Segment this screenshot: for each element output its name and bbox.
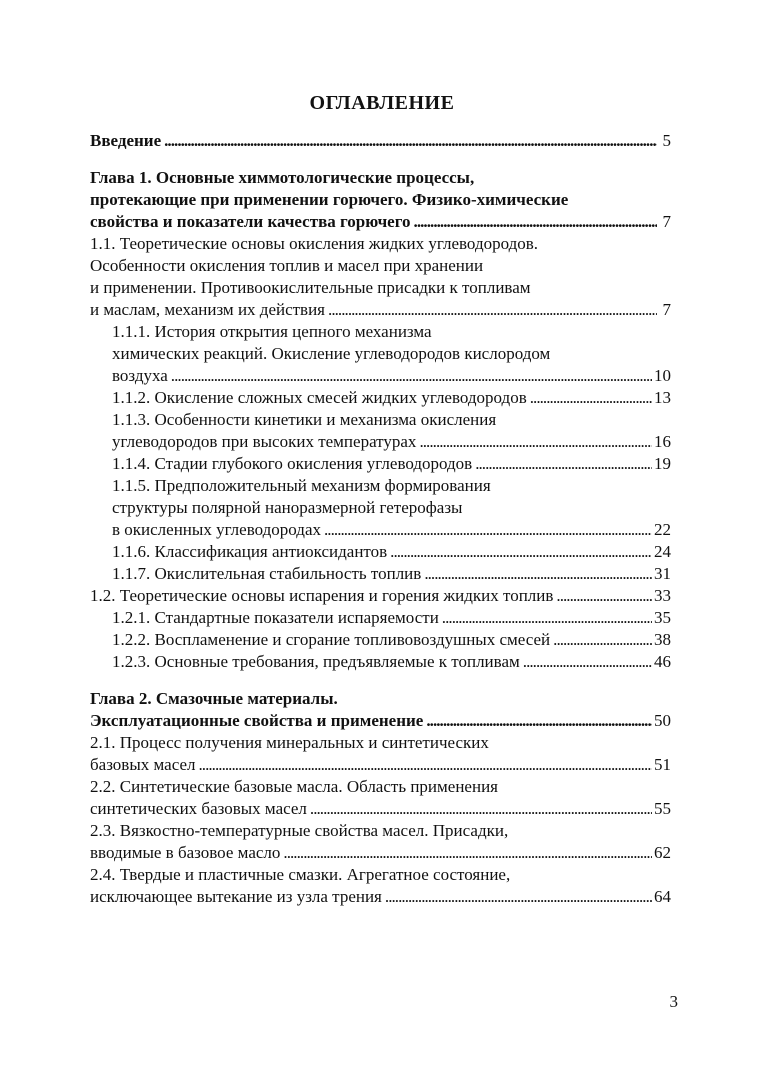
toc-entry-text-line: 1.1.4. Стадии глубокого окисления углеводородов <box>112 454 473 473</box>
toc-entry-last-line <box>112 519 671 541</box>
toc-entry-text-line: Глава 1. Основные химмотологические процессы, <box>90 168 475 187</box>
dot-leader <box>385 886 652 908</box>
toc-entry-last-line <box>112 387 671 409</box>
toc-entry-last-line <box>112 607 671 629</box>
toc-entry-text-line: и применении. Противоокислительные присадки к топливам <box>90 278 531 297</box>
dot-leader <box>171 365 652 387</box>
toc-entry-text-line: протекающие при применении горючего. Физико-химические <box>90 190 569 209</box>
toc-page-number: 55 <box>654 799 671 818</box>
toc-entry-text-line: в окисленных углеводородах <box>112 520 321 539</box>
dot-leader <box>424 563 652 585</box>
toc-entry-text-line: структуры полярной наноразмерной гетерофазы <box>112 498 463 517</box>
toc-entry-text-line: химических реакций. Окисление углеводородов кислородом <box>112 344 551 363</box>
dot-leader <box>328 299 657 321</box>
dot-leader <box>324 519 652 541</box>
dot-leader <box>523 651 652 673</box>
toc-entry-last-line <box>90 130 671 152</box>
toc-entry-text-line: 1.1.1. История открытия цепного механизма <box>112 322 432 341</box>
dot-leader <box>475 453 652 475</box>
toc-entry <box>112 409 671 453</box>
toc-page-number: 7 <box>662 212 671 231</box>
toc-chapter-entry <box>90 688 671 732</box>
toc-entry-text-line: 1.1. Теоретические основы окисления жидких углеводородов. <box>90 234 539 253</box>
dot-leader <box>530 387 652 409</box>
table-of-contents <box>90 130 671 908</box>
toc-entry-last-line <box>112 431 671 453</box>
toc-entry <box>112 629 671 651</box>
toc-entry-text-line: синтетических базовых масел <box>90 799 307 818</box>
toc-entry-text-line: вводимые в базовое масло <box>90 843 281 862</box>
toc-entry-last-line <box>90 886 671 908</box>
toc-entry-last-line <box>90 211 671 233</box>
toc-page-number: 10 <box>654 366 671 385</box>
toc-entry <box>112 321 671 387</box>
toc-page-number: 35 <box>654 608 671 627</box>
toc-entry-text-line: Особенности окисления топлив и масел при хранении <box>90 256 484 275</box>
toc-entry-last-line <box>112 563 671 585</box>
page-title: ОГЛАВЛЕНИЕ <box>309 92 455 114</box>
toc-entry-last-line <box>90 754 671 776</box>
toc-page-number: 16 <box>654 432 671 451</box>
toc-page-number: 62 <box>654 843 671 862</box>
dot-leader <box>310 798 652 820</box>
dot-leader <box>419 431 652 453</box>
dot-leader <box>442 607 652 629</box>
toc-entry <box>90 820 671 864</box>
toc-entry <box>90 585 671 607</box>
toc-page-number: 33 <box>654 586 671 605</box>
page-number: 3 <box>669 992 678 1011</box>
toc-entry <box>90 732 671 776</box>
toc-entry <box>90 776 671 820</box>
toc-entry-text-line: 1.1.5. Предположительный механизм формирования <box>112 476 491 495</box>
toc-entry <box>112 607 671 629</box>
toc-entry <box>90 233 671 321</box>
toc-entry-text-line: свойства и показатели качества горючего <box>90 212 411 231</box>
toc-chapter-entry <box>90 167 671 233</box>
toc-entry-text-line: 1.2. Теоретические основы испарения и горения жидких топлив <box>90 586 554 605</box>
toc-entry-text-line: 1.1.2. Окисление сложных смесей жидких углеводородов <box>112 388 527 407</box>
toc-entry <box>112 563 671 585</box>
toc-entry-text-line: Глава 2. Смазочные материалы. <box>90 689 338 708</box>
toc-entry-text-line: Эксплуатационные свойства и применение <box>90 711 424 730</box>
toc-entry <box>112 651 671 673</box>
dot-leader <box>164 130 657 152</box>
toc-entry-last-line <box>112 541 671 563</box>
toc-entry-text-line: 2.1. Процесс получения минеральных и синтетических <box>90 733 489 752</box>
toc-entry-text-line: 1.2.2. Воспламенение и сгорание топливовоздушных смесей <box>112 630 551 649</box>
dot-leader <box>283 842 652 864</box>
dot-leader <box>556 585 652 607</box>
dot-leader <box>390 541 652 563</box>
dot-leader <box>426 710 652 732</box>
toc-entry-last-line <box>112 629 671 651</box>
toc-entry-text-line: и маслам, механизм их действия <box>90 300 326 319</box>
toc-entry-text-line: 1.2.1. Стандартные показатели испаряемости <box>112 608 439 627</box>
toc-entry-last-line <box>90 299 671 321</box>
toc-entry-last-line <box>90 585 671 607</box>
toc-page-number: 5 <box>662 131 671 150</box>
dot-leader <box>414 211 657 233</box>
toc-entry-last-line <box>90 798 671 820</box>
toc-entry <box>112 475 671 541</box>
toc-page-number: 46 <box>654 652 671 671</box>
toc-entry-text-line: 1.2.3. Основные требования, предъявляемые к топливам <box>112 652 520 671</box>
toc-entry <box>90 864 671 908</box>
toc-entry-last-line <box>112 651 671 673</box>
toc-entry-text-line: 2.3. Вязкостно-температурные свойства масел. Присадки, <box>90 821 509 840</box>
dot-leader <box>198 754 652 776</box>
toc-entry-text-line: 1.1.7. Окислительная стабильность топлив <box>112 564 422 583</box>
toc-entry <box>90 130 671 152</box>
toc-page-number: 51 <box>654 755 671 774</box>
toc-page-number: 31 <box>654 564 671 583</box>
toc-page-number: 19 <box>654 454 671 473</box>
toc-entry-text-line: 2.2. Синтетические базовые масла. Область применения <box>90 777 498 796</box>
toc-page-number: 22 <box>654 520 671 539</box>
dot-leader <box>553 629 652 651</box>
toc-entry-last-line <box>112 453 671 475</box>
toc-entry-text-line: Введение <box>90 131 162 150</box>
toc-entry-text-line: углеводородов при высоких температурах <box>112 432 417 451</box>
toc-entry-last-line <box>90 710 671 732</box>
toc-entry <box>112 453 671 475</box>
toc-entry <box>112 387 671 409</box>
toc-page-number: 64 <box>654 887 671 906</box>
toc-entry-text-line: базовых масел <box>90 755 196 774</box>
toc-entry-text-line: 2.4. Твердые и пластичные смазки. Агрегатное состояние, <box>90 865 511 884</box>
toc-page-number: 7 <box>662 300 671 319</box>
toc-entry-text-line: 1.1.3. Особенности кинетики и механизма окисления <box>112 410 497 429</box>
toc-entry-text-line: исключающее вытекание из узла трения <box>90 887 382 906</box>
toc-entry-last-line <box>90 842 671 864</box>
toc-page-number: 13 <box>654 388 671 407</box>
toc-entry-last-line <box>112 365 671 387</box>
toc-entry-text-line: воздуха <box>112 366 168 385</box>
toc-page-number: 38 <box>654 630 671 649</box>
toc-entry <box>112 541 671 563</box>
toc-page-number: 24 <box>654 542 671 561</box>
toc-entry-text-line: 1.1.6. Классификация антиоксидантов <box>112 542 388 561</box>
toc-page-number: 50 <box>654 711 671 730</box>
